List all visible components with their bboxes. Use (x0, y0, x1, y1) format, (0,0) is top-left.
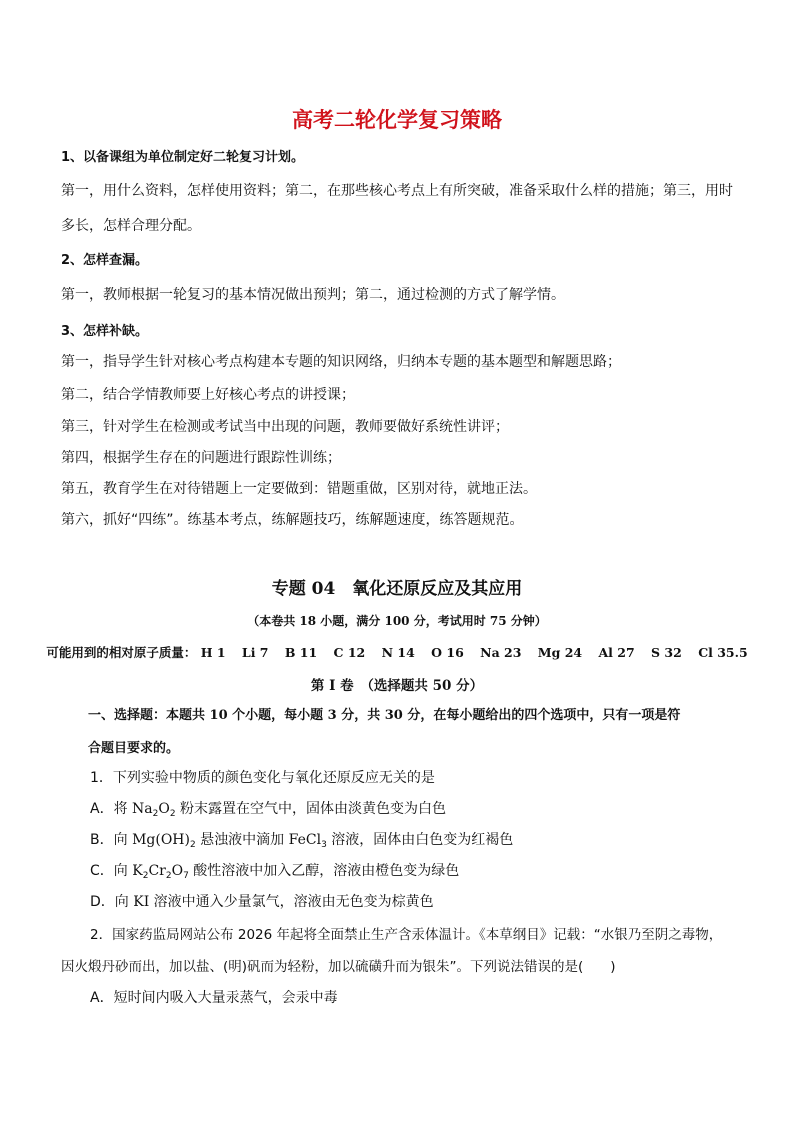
page-title: 高考二轮化学复习策略 (292, 108, 502, 132)
atom-mass: B 11 (284, 645, 318, 660)
section-instructions-a: 一、选择题：本题共 10 个小题，每小题 3 分，共 30 分，在每小题给出的四个选项中，只有一项是符 (88, 708, 681, 723)
atom-mass: Mg 24 (537, 645, 583, 660)
atom-mass: N 14 (381, 645, 415, 660)
part-title: 第 I 卷 （选择题共 50 分） (310, 678, 484, 694)
atom-mass: H 1 (200, 645, 226, 660)
list-item: 第六，抓好“四练”。练基本考点，练解题技巧，练解题速度，练答题规范。 (61, 512, 524, 528)
list-item: 第四，根据学生存在的问题进行跟踪性训练； (61, 450, 341, 466)
topic-title: 专题 04 氧化还原反应及其应用 (271, 579, 523, 599)
question-1-option-a: A．将 $Na_2O_2$ 粉末露置在空气中，固体由淡黄色变为白色 (90, 801, 447, 819)
atom-mass: Al 27 (598, 645, 635, 660)
question-1-option-b: B．向 $Mg(OH)_2$ 悬浊液中滴加 FeCl$_3$ 溶液，固体由白色变为红褐色 (90, 832, 514, 850)
paragraph-2: 第一，教师根据一轮复习的基本情况做出预判；第二，通过检测的方式了解学情。 (61, 287, 565, 303)
heading-1: 1、以备课组为单位制定好二轮复习计划。 (61, 150, 305, 165)
list-item: 第二，结合学情教师要上好核心考点的讲授课； (61, 387, 355, 403)
atomic-masses-label: 可能用到的相对原子质量： (46, 645, 197, 660)
atom-mass: S 32 (651, 645, 682, 660)
paragraph-1b: 多长，怎样合理分配。 (61, 218, 201, 234)
section-instructions-b: 合题目要求的。 (88, 741, 180, 756)
question-1-option-d: D．向 KI 溶液中通入少量氯气，溶液由无色变为棕黄色 (90, 894, 434, 910)
list-item: 第五，教育学生在对待错题上一定要做到：错题重做，区别对待，就地正法。 (61, 481, 537, 497)
atom-mass: Na 23 (480, 645, 522, 660)
list-item: 第一，指导学生针对核心考点构建本专题的知识网络，归纳本专题的基本题型和解题思路； (61, 354, 621, 370)
question-2-stem-a: 2．国家药监局网站公布 2026 年起将全面禁止生产含汞体温计。《本草纲目》记载：“水银乃至阴之毒物， (90, 927, 723, 943)
atom-mass: Cl 35.5 (698, 645, 748, 660)
question-2-stem-b: 因火煅丹砂而出，加以盐、(明)矾而为轻粉，加以硫磺升而为银朱”。下列说法错误的是( ) (61, 959, 616, 975)
exam-info: （本卷共 18 小题，满分 100 分，考试用时 75 分钟） (247, 614, 547, 628)
list-item: 第三，针对学生在检测或考试当中出现的问题，教师要做好系统性讲评； (61, 419, 509, 435)
question-1-option-c: C．向 $K_2Cr_2O_7$ 酸性溶液中加入乙醇，溶液由橙色变为绿色 (90, 863, 460, 881)
atom-mass: O 16 (431, 645, 464, 660)
question-1-stem: 1．下列实验中物质的颜色变化与氧化还原反应无关的是 (90, 770, 435, 786)
question-2-option-a: A．短时间内吸入大量汞蒸气，会汞中毒 (90, 990, 338, 1006)
atom-mass: Li 7 (241, 645, 269, 660)
atom-mass: C 12 (333, 645, 366, 660)
atomic-masses (0, 643, 794, 661)
heading-2: 2、怎样查漏。 (61, 253, 149, 268)
paragraph-1a: 第一，用什么资料，怎样使用资料；第二，在那些核心考点上有所突破，准备采取什么样的措施；第三，用时 (61, 183, 733, 199)
heading-3: 3、怎样补缺。 (61, 324, 149, 339)
